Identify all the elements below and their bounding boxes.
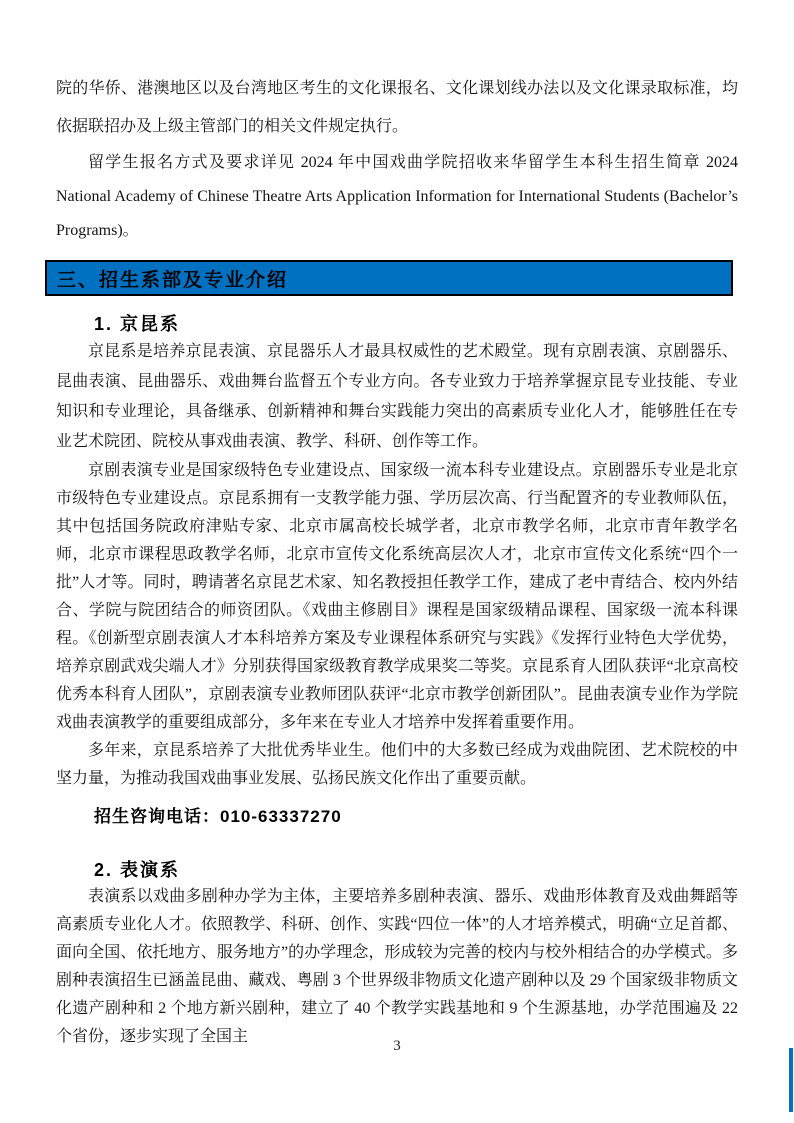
paragraph-continuation: 院的华侨、港澳地区以及台湾地区考生的文化课报名、文化课划线办法以及文化课录取标准，均依据联招办及上级主管部门的相关文件规定执行。 <box>56 80 738 135</box>
heading-jingkun-department: 1. 京昆系 <box>94 314 181 334</box>
admissions-phone: 招生咨询电话：010-63337270 <box>94 807 342 826</box>
page-content <box>56 0 738 1051</box>
paragraph-performance-intro: 表演系以戏曲多剧种办学为主体，主要培养多剧种表演、器乐、戏曲形体教育及戏曲舞蹈等高素质专业化人才。依照教学、科研、创作、实践“四位一体”的人才培养模式，明确“立足首都、面向全国、依托地方、服务地方”的办学理念，形成较为完善的校内与校外相结合的办学模式。多剧种表演招生已涵盖昆曲、藏戏、粤剧 3 个世界级非物质文化遗产剧种以及 29 个国家级非物质文化遗产剧种和 2 个地方新兴剧种，建立了 40 个教学实践基地和 9 个生源基地，办学范围遍及 22 个省份，逐步实现了全国主 <box>56 888 738 1045</box>
page-number: 3 <box>393 1038 401 1054</box>
section-banner <box>45 260 733 296</box>
scrollbar-thumb-fragment[interactable] <box>789 1048 793 1112</box>
paragraph-international-students: 留学生报名方式及要求详见 2024 年中国戏曲学院招收来华留学生本科生招生简章 2024 National Academy of Chinese Theatre Arts Application Information for International Students (Bachelor’s Programs)。 <box>56 154 738 239</box>
paragraph-jingkun-achievements: 京剧表演专业是国家级特色专业建设点、国家级一流本科专业建设点。京剧器乐专业是北京市级特色专业建设点。京昆系拥有一支教学能力强、学历层次高、行当配置齐的专业教师队伍，其中包括国务院政府津贴专家、北京市属高校长城学者，北京市教学名师，北京市青年教学名师，北京市课程思政教学名师，北京市宣传文化系统高层次人才，北京市宣传文化系统“四个一批”人才等。同时，聘请著名京昆艺术家、知名教授担任教学工作，建成了老中青结合、校内外结合、学院与院团结合的师资团队。《戏曲主修剧目》课程是国家级精品课程、国家级一流本科课程。《创新型京剧表演人才本科培养方案及专业课程体系研究与实践》《发挥行业特色大学优势，培养京剧武戏尖端人才》分别获得国家级教育教学成果奖二等奖。京昆系育人团队获评“北京高校优秀本科育人团队”，京剧表演专业教师团队获评“北京市教学创新团队”。昆曲表演专业作为学院戏曲表演教学的重要组成部分，多年来在专业人才培养中发挥着重要作用。 <box>56 462 738 731</box>
paragraph-jingkun-intro: 京昆系是培养京昆表演、京昆器乐人才最具权威性的艺术殿堂。现有京剧表演、京剧器乐、昆曲表演、昆曲器乐、戏曲舞台监督五个专业方向。各专业致力于培养掌握京昆专业技能、专业知识和专业理论，具备继承、创新精神和舞台实践能力突出的高素质专业化人才，能够胜任在专业艺术院团、院校从事戏曲表演、教学、科研、创作等工作。 <box>56 343 738 450</box>
paragraph-jingkun-graduates: 多年来，京昆系培养了大批优秀毕业生。他们中的大多数已经成为戏曲院团、艺术院校的中坚力量，为推动我国戏曲事业发展、弘扬民族文化作出了重要贡献。 <box>56 742 738 787</box>
section-banner-title: 三、招生系部及专业介绍 <box>57 269 289 291</box>
heading-performance-department: 2. 表演系 <box>94 860 181 880</box>
